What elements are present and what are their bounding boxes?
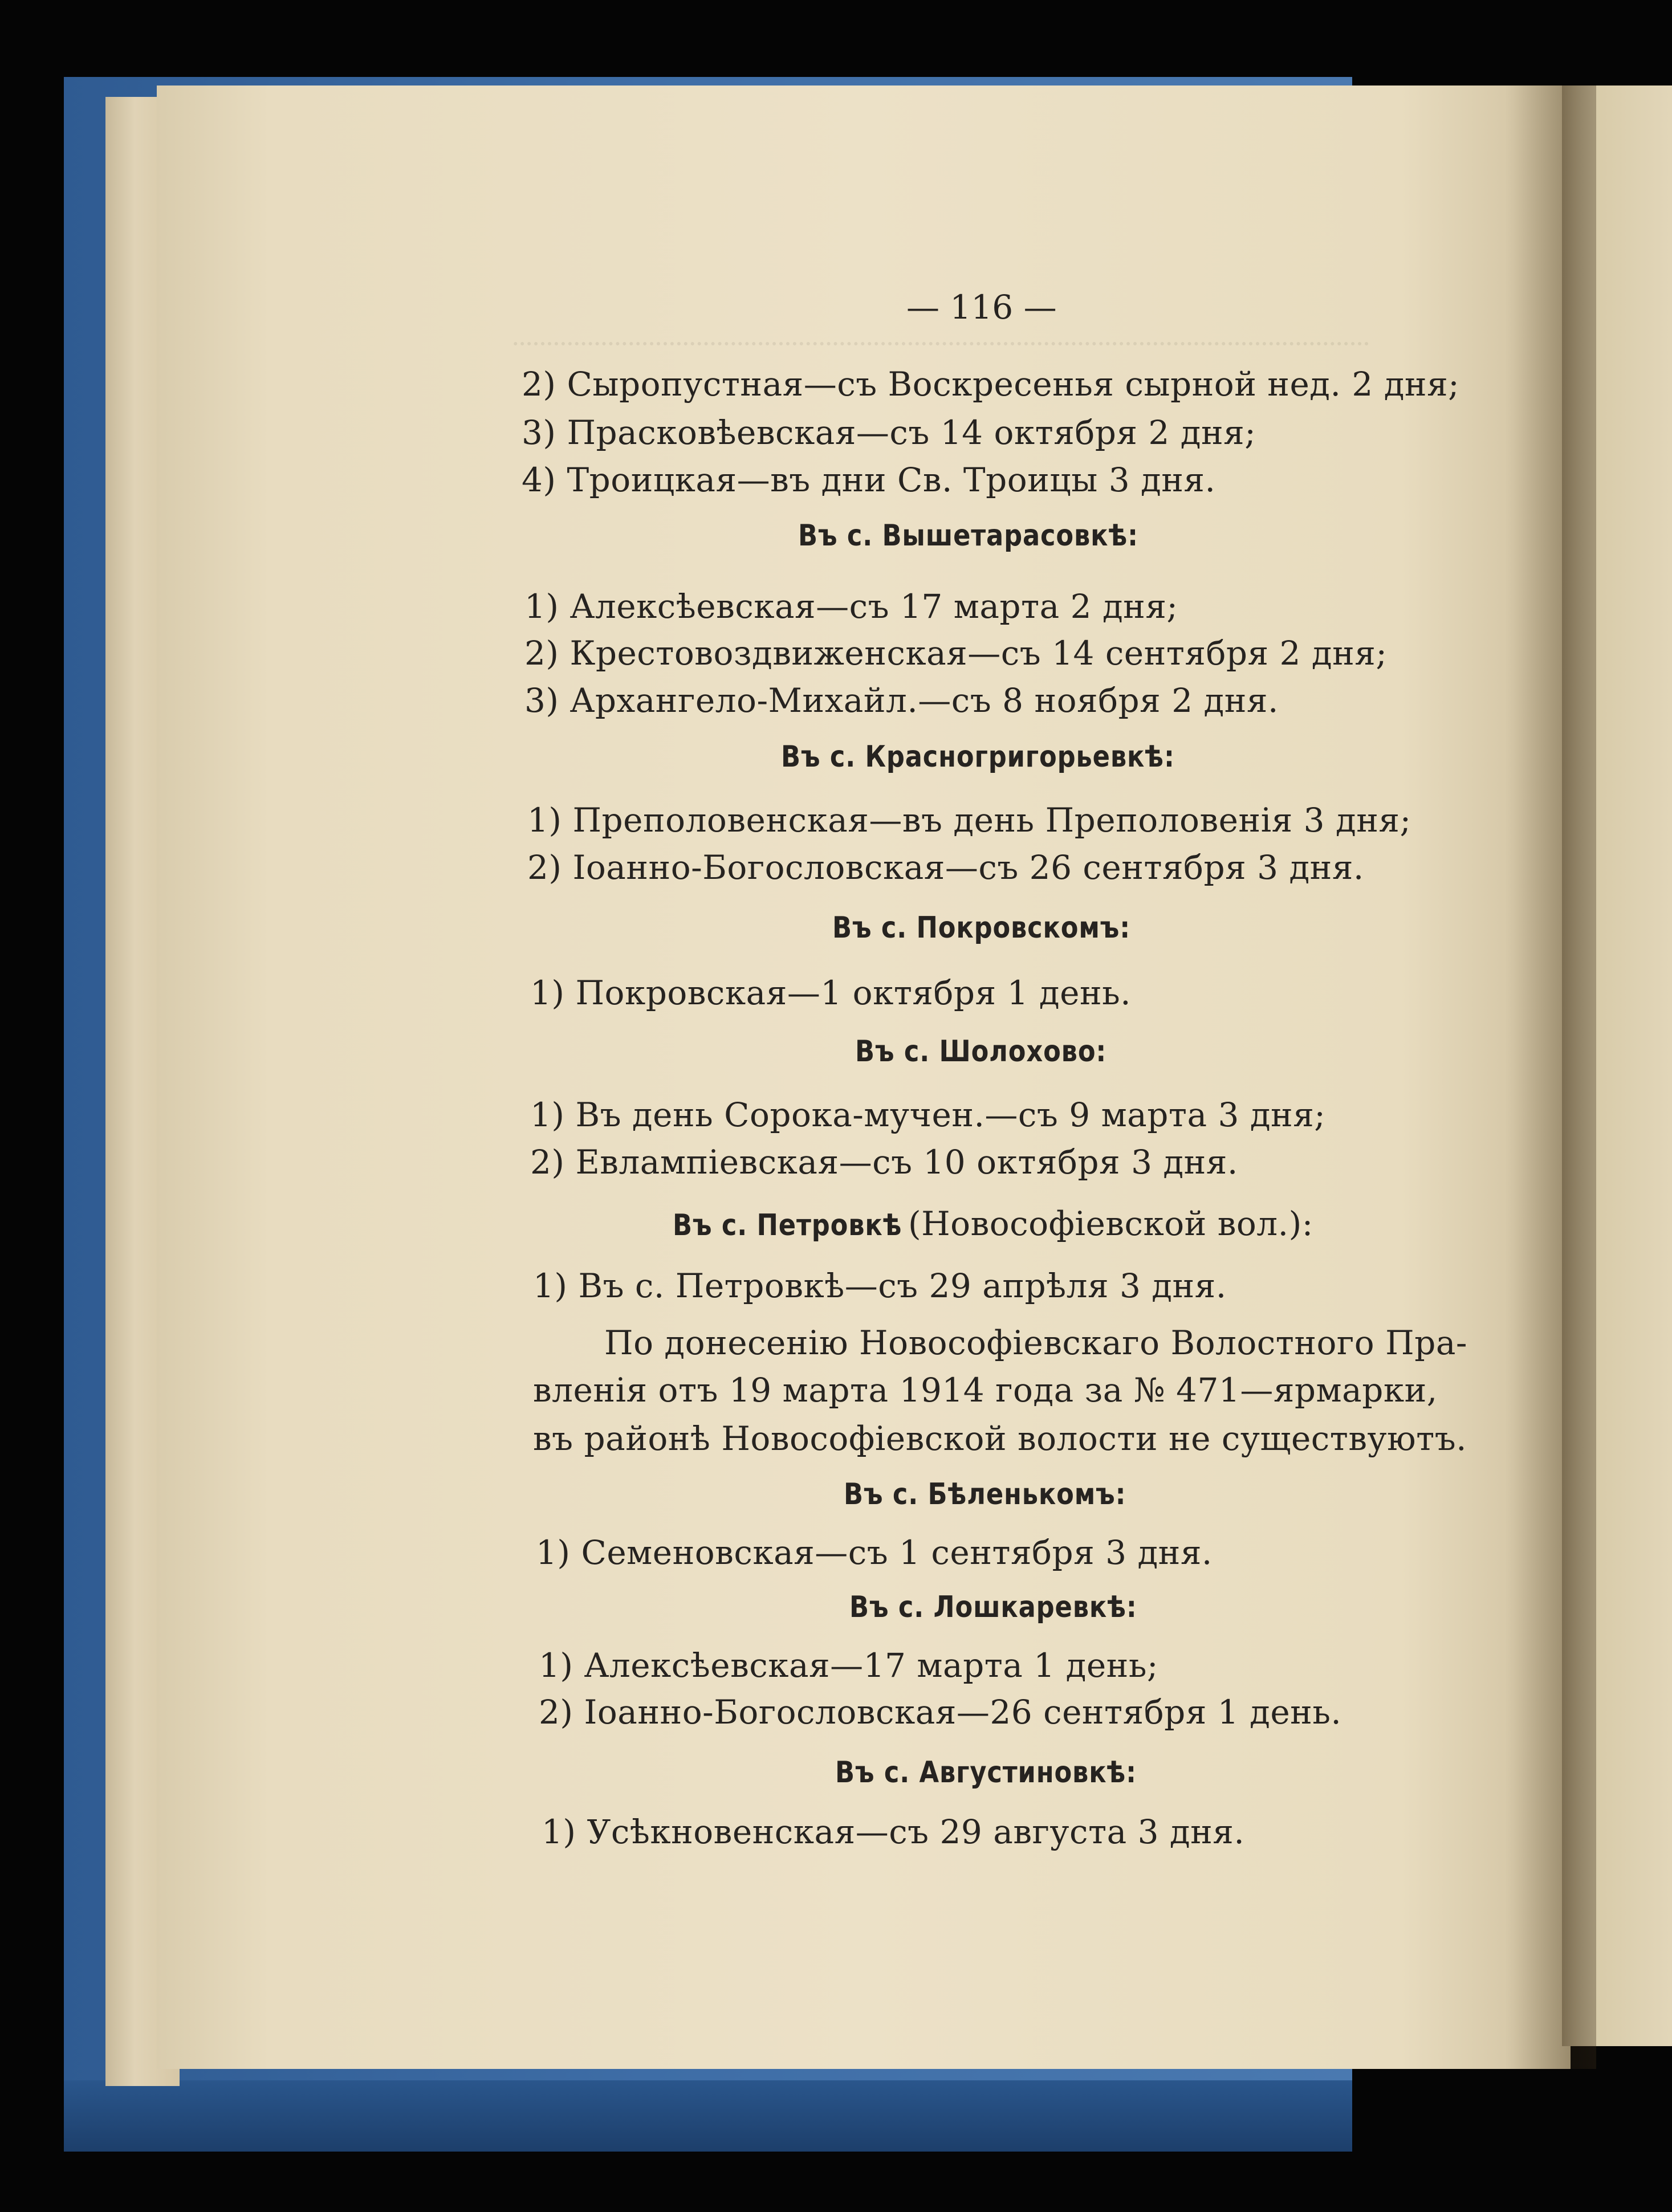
- section-heading-row: [673, 1204, 1313, 1243]
- section-heading: Въ с. Лошкаревкѣ:: [849, 1590, 1137, 1624]
- page-number: — 116 —: [906, 288, 1057, 327]
- list-item: 1) Преполовенская—въ день Преполовенія 3 дня;: [527, 801, 1411, 840]
- section-heading-suffix: (Новософіевской вол.):: [908, 1204, 1313, 1243]
- list-item: 1) Алексѣевская—съ 17 марта 2 дня;: [524, 587, 1178, 626]
- list-item: 1) Семеновская—съ 1 сентября 3 дня.: [536, 1533, 1213, 1572]
- list-item: 1) Покровская—1 октября 1 день.: [530, 973, 1132, 1012]
- paragraph-line: По донесенію Новософіевскаго Волостного Пра-: [604, 1323, 1468, 1362]
- list-item: 3) Прасковѣевская—съ 14 октября 2 дня;: [522, 413, 1256, 452]
- list-item: 2) Сыропустная—съ Воскресенья сырной нед. 2 дня;: [522, 365, 1460, 404]
- list-item: 2) Іоанно-Богословская—26 сентября 1 день.: [539, 1693, 1342, 1732]
- list-item: 2) Евлампіевская—съ 10 октября 3 дня.: [530, 1143, 1238, 1182]
- list-item: 1) Въ с. Петровкѣ—съ 29 апрѣля 3 дня.: [533, 1266, 1227, 1305]
- list-item: 2) Крестовоздвиженская—съ 14 сентября 2 дня;: [524, 634, 1388, 673]
- section-heading: Въ с. Бѣленькомъ:: [844, 1477, 1126, 1512]
- list-item: 3) Архангело-Михайл.—съ 8 ноября 2 дня.: [524, 681, 1279, 720]
- paragraph-line: въ районѣ Новософіевской волости не существуютъ.: [533, 1419, 1467, 1458]
- list-item: 1) Въ день Сорока-мучен.—съ 9 марта 3 дня;: [530, 1095, 1326, 1134]
- section-heading: Въ с. Покровскомъ:: [832, 911, 1130, 945]
- section-heading: Въ с. Вышетарасовкѣ:: [798, 519, 1138, 553]
- section-heading: Въ с. Августиновкѣ:: [835, 1755, 1137, 1790]
- section-heading: Въ с. Красногригорьевкѣ:: [781, 740, 1175, 774]
- paragraph-line: вленія отъ 19 марта 1914 года за № 471—ярмарки,: [533, 1371, 1438, 1410]
- list-item: 2) Іоанно-Богословская—съ 26 сентября 3 дня.: [527, 848, 1364, 887]
- list-item: 1) Усѣкновенская—съ 29 августа 3 дня.: [542, 1812, 1245, 1851]
- list-item: 1) Алексѣевская—17 марта 1 день;: [539, 1646, 1158, 1685]
- spine-shadow: [1505, 85, 1596, 2069]
- section-heading: Въ с. Петровкѣ: [673, 1208, 902, 1243]
- book-cover-edge: [64, 2080, 1352, 2152]
- section-heading: Въ с. Шолохово:: [855, 1034, 1107, 1069]
- list-item: 4) Троицкая—въ дни Св. Троицы 3 дня.: [522, 461, 1216, 499]
